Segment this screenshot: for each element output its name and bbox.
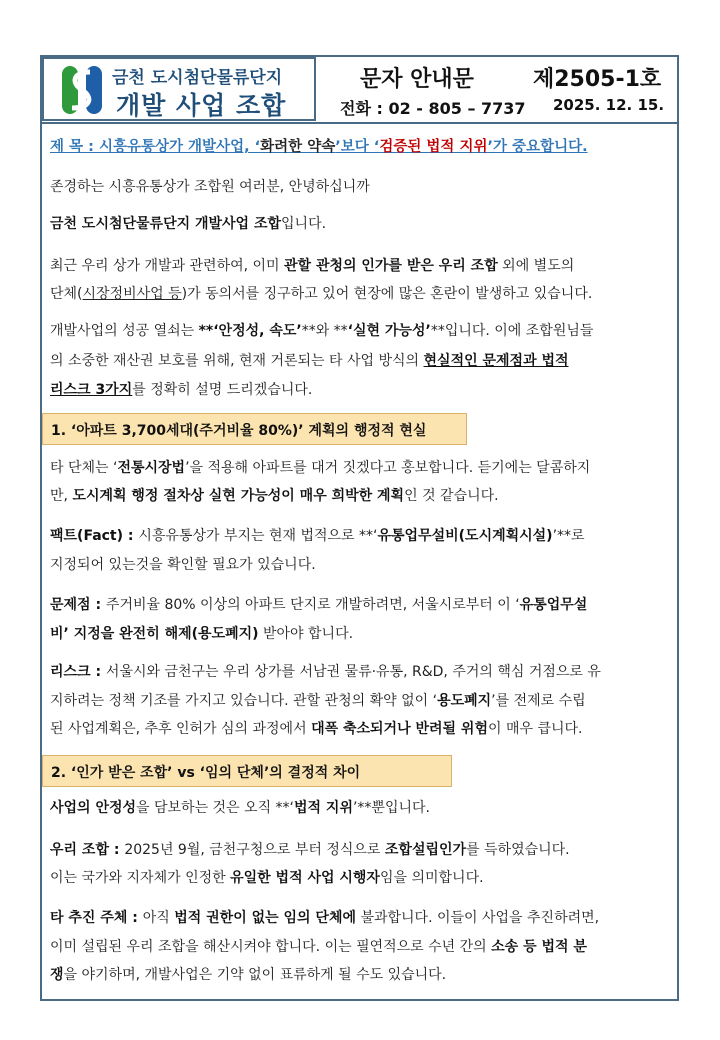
s1-para1-line2: 만, 도시계획 행정 절차상 실현 가능성이 매우 희박한 계획인 것 같습니다.	[50, 488, 499, 504]
s2-para1: 사업의 안정성을 담보하는 것은 오직 **‘법적 지위’**뿐입니다.	[50, 800, 430, 816]
s1-problem-line2: 비’ 지정을 완전히 해제(용도폐지) 받아야 합니다.	[50, 626, 354, 642]
document-type: 문자 안내문	[360, 67, 474, 92]
header-divider	[42, 122, 678, 124]
org-name-line1: 금천 도시첨단물류단지	[112, 68, 283, 88]
document-date: 2025. 12. 15.	[553, 96, 665, 114]
org-name-line2: 개발 사업 조합	[116, 91, 287, 120]
greeting: 존경하는 시흥유통상가 조합원 여러분, 안녕하십니까	[50, 179, 370, 195]
phone-number: 전화 : 02 - 805 – 7737	[340, 99, 526, 118]
para2-line1: 개발사업의 성공 열쇠는 **‘안정성, 속도’**와 **‘실현 가능성’**입니다. 이에 조합원님들	[50, 323, 594, 339]
s2-other-line3: 쟁을 야기하며, 개발사업은 기약 없이 표류하게 될 수도 있습니다.	[50, 967, 447, 983]
s1-fact-line2: 지정되어 있는것을 확인할 필요가 있습니다.	[50, 557, 316, 573]
para2-line2: 의 소중한 재산권 보호를 위해, 현재 거론되는 타 사업 방식의 현실적인 문제점과 법적	[50, 353, 569, 369]
s2-our-union-line1: 우리 조합 : 2025년 9월, 금천구청으로 부터 정식으로 조합설립인가를 득하였습니다.	[50, 842, 570, 858]
para1-line2: 단체(시장정비사업 등)가 동의서를 징구하고 있어 현장에 많은 혼란이 발생하고 있습니다.	[50, 286, 593, 302]
s1-risk-line2: 지하려는 정책 기조를 가지고 있습니다. 관할 관청의 확약 없이 ‘용도폐지’를 전제로 수립	[50, 693, 586, 709]
document-number: 제2505-1호	[533, 67, 662, 92]
intro: 금천 도시첨단물류단지 개발사업 조합입니다.	[50, 216, 327, 232]
para1-line1: 최근 우리 상가 개발과 관련하여, 이미 관할 관청의 인가를 받은 우리 조합 외에 별도의	[50, 258, 575, 274]
s1-para1-line1: 타 단체는 ‘전통시장법’을 적용해 아파트를 대거 짓겠다고 홍보합니다. 듣기에는 달콤하지	[50, 460, 591, 476]
section2-heading: 2. ‘인가 받은 조합’ vs ‘임의 단체’의 결정적 차이	[42, 755, 452, 787]
s2-other-line2: 이미 설립된 우리 조합을 해산시켜야 합니다. 이는 필연적으로 수년 간의 소송 등 법적 분	[50, 939, 587, 955]
s1-problem-line1: 문제점 : 주거비율 80% 이상의 아파트 단지로 개발하려면, 서울시로부터 이 ‘유통업무설	[50, 597, 588, 613]
s2-our-union-line2: 이는 국가와 지자체가 인정한 유일한 법적 사업 시행자임을 의미합니다.	[50, 870, 484, 886]
s1-risk-line3: 된 사업계획은, 추후 인허가 심의 과정에서 대폭 축소되거나 반려될 위험이 매우 큽니다.	[50, 721, 583, 737]
para2-line3: 리스크 3가지를 정확히 설명 드리겠습니다.	[50, 382, 313, 398]
s1-risk-line1: 리스크 : 서울시와 금천구는 우리 상가를 서남권 물류·유통, R&D, 주거의 핵심 거점으로 유	[50, 664, 601, 680]
section1-heading: 1. ‘아파트 3,700세대(주거비율 80%)’ 계획의 행정적 현실	[42, 413, 467, 445]
subject-line: 제 목 : 시흥유통상가 개발사업, ‘화려한 약속’보다 ‘검증된 법적 지위’가 중요합니다.	[50, 139, 588, 155]
s2-other-line1: 타 추진 주체 : 아직 법적 권한이 없는 임의 단체에 불과합니다. 이들이 사업을 추진하려면,	[50, 910, 600, 926]
s1-fact-line1: 팩트(Fact) : 시흥유통상가 부지는 현재 법적으로 **‘유통업무설비(도시계획시설)’**로	[50, 528, 585, 544]
org-logo-icon	[60, 64, 104, 116]
